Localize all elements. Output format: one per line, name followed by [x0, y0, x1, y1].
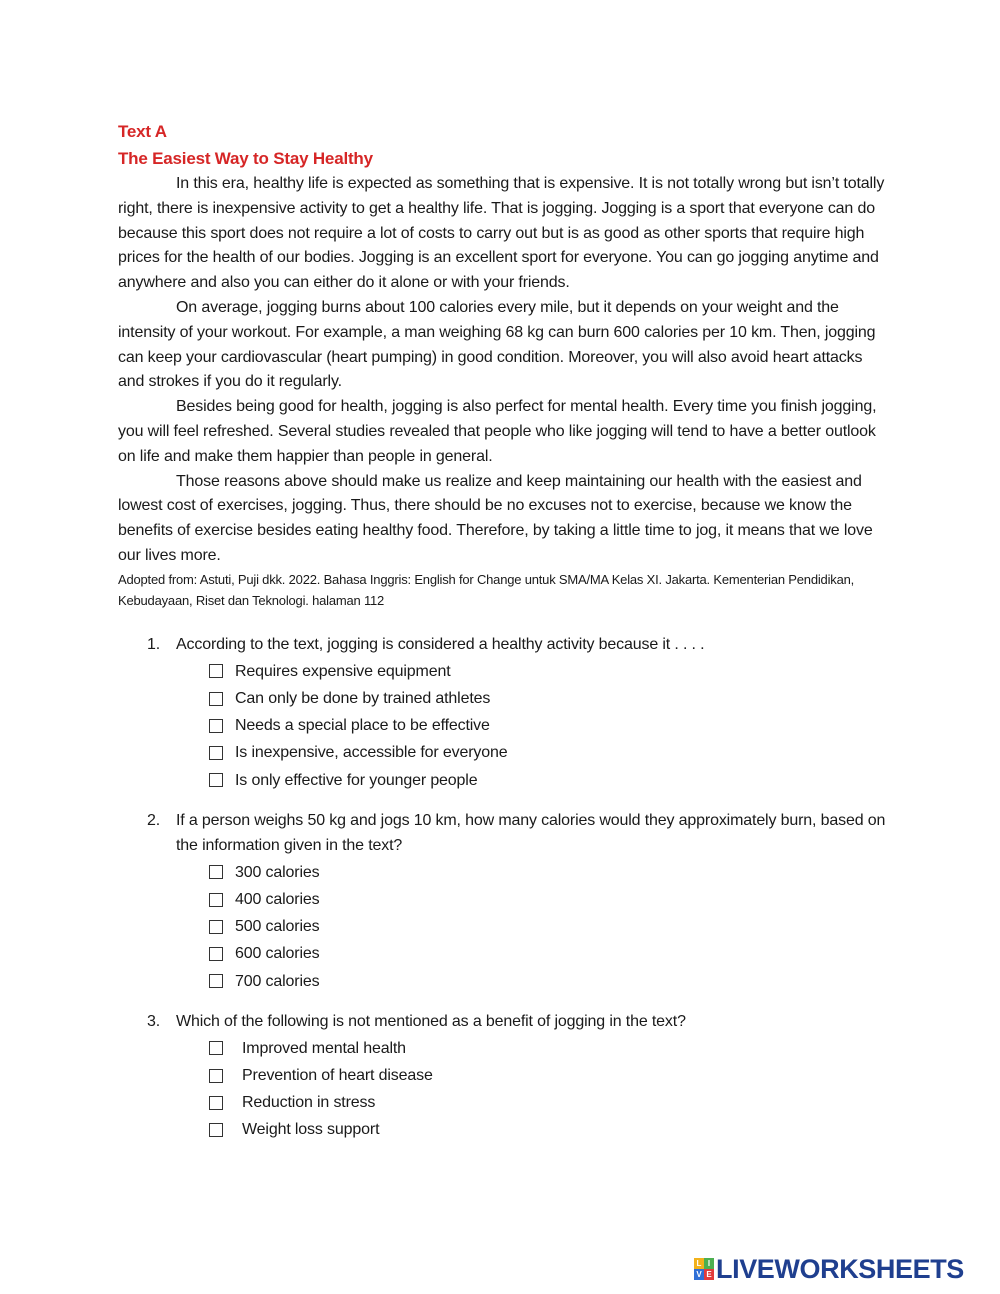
logo-mark-tile: I	[704, 1258, 714, 1269]
checkbox[interactable]	[209, 974, 223, 988]
checkbox[interactable]	[209, 664, 223, 678]
logo-mark-tile: L	[694, 1258, 704, 1269]
answer-option[interactable]	[209, 739, 888, 766]
text-label: Text A	[118, 122, 167, 141]
checkbox[interactable]	[209, 920, 223, 934]
question-number: 3.	[147, 1012, 161, 1030]
answer-option[interactable]	[209, 1035, 888, 1062]
question-number: 1.	[147, 635, 161, 653]
source-citation: Adopted from: Astuti, Puji dkk. 2022. Bahasa Inggris: English for Change untuk SMA/MA Kelas XI. Jakarta. Kementerian Pendidikan, Kebudayaan, Riset dan Teknologi. halaman 112	[118, 571, 855, 608]
option-label: Requires expensive equipment	[235, 662, 451, 680]
answer-option[interactable]	[209, 767, 888, 794]
option-label: 500 calories	[235, 918, 320, 936]
checkbox[interactable]	[209, 865, 223, 879]
checkbox[interactable]	[209, 773, 223, 787]
option-label: Improved mental health	[242, 1039, 406, 1057]
question-3	[118, 1009, 888, 1144]
logo-text: LIVEWORKSHEETS	[716, 1254, 964, 1284]
option-label: Can only be done by trained athletes	[235, 689, 491, 707]
checkbox[interactable]	[209, 1096, 223, 1110]
checkbox[interactable]	[209, 947, 223, 961]
answer-option[interactable]	[209, 685, 888, 712]
passage-paragraph-2: On average, jogging burns about 100 calories every mile, but it depends on your weight and the intensity of your workout. For example, a man weighing 68 kg can burn 600 calories per 10 km. Then, jogging can keep your cardiovascular (heart pumping) in good condition. Moreover, you will also avoid heart attacks and strokes if you do it regularly.	[118, 298, 876, 391]
logo-mark-tile: E	[704, 1269, 714, 1280]
question-1	[118, 632, 888, 794]
option-label: Prevention of heart disease	[242, 1066, 433, 1084]
answer-option[interactable]	[209, 968, 888, 995]
question-2	[118, 808, 888, 995]
answer-options	[118, 859, 888, 995]
option-label: 300 calories	[235, 863, 320, 881]
checkbox[interactable]	[209, 692, 223, 706]
option-label: Weight loss support	[242, 1121, 380, 1139]
checkbox[interactable]	[209, 1041, 223, 1055]
answer-option[interactable]	[209, 913, 888, 940]
checkbox[interactable]	[209, 746, 223, 760]
answer-option[interactable]	[209, 859, 888, 886]
checkbox[interactable]	[209, 893, 223, 907]
logo-mark-tile: V	[694, 1269, 704, 1280]
passage-paragraph-3: Besides being good for health, jogging is also perfect for mental health. Every time you finish jogging, you will feel refreshed. Several studies revealed that people who like jogging will tend to have a better outlook on life and make them happier than people in general.	[118, 398, 877, 465]
question-text: According to the text, jogging is considered a healthy activity because it . . . .	[176, 635, 705, 653]
question-text: If a person weighs 50 kg and jogs 10 km, how many calories would they approximately burn, based on the information given in the text?	[176, 811, 886, 854]
liveworksheets-logo-icon	[694, 1258, 714, 1280]
checkbox[interactable]	[209, 1123, 223, 1137]
worksheet-page	[118, 118, 888, 1158]
checkbox[interactable]	[209, 719, 223, 733]
option-label: Is only effective for younger people	[235, 771, 478, 789]
answer-option[interactable]	[209, 712, 888, 739]
passage-title: The Easiest Way to Stay Healthy	[118, 149, 373, 168]
answer-option[interactable]	[209, 886, 888, 913]
liveworksheets-logo	[694, 1254, 964, 1284]
option-label: 700 calories	[235, 972, 320, 990]
passage-paragraph-4: Those reasons above should make us realize and keep maintaining our health with the easiest and lowest cost of exercises, jogging. Thus, there should be no excuses not to exercise, because we know the benefits of exercise besides eating healthy food. Therefore, by taking a little time to jog, it means that we love our lives more.	[118, 472, 873, 564]
option-label: 600 calories	[235, 945, 320, 963]
answer-options	[118, 1035, 888, 1144]
question-text: Which of the following is not mentioned as a benefit of jogging in the text?	[176, 1012, 686, 1030]
passage-paragraph-1: In this era, healthy life is expected as something that is expensive. It is not totally wrong but isn’t totally right, there is inexpensive activity to get a healthy life. That is jogging. Jogging is a sport that everyone can do because this sport does not require a lot of costs to carry out but is as good as other sports that require high prices for the health of our bodies. Jogging is an excellent sport for everyone. You can go jogging anytime and anywhere and also you can either do it alone or with your friends.	[118, 175, 885, 292]
answer-option[interactable]	[209, 1116, 888, 1143]
question-number: 2.	[147, 811, 161, 829]
answer-option[interactable]	[209, 1089, 888, 1116]
option-label: 400 calories	[235, 890, 320, 908]
checkbox[interactable]	[209, 1069, 223, 1083]
answer-option[interactable]	[209, 1062, 888, 1089]
option-label: Reduction in stress	[242, 1094, 376, 1112]
question-list	[118, 632, 888, 1144]
answer-option[interactable]	[209, 658, 888, 685]
answer-option[interactable]	[209, 940, 888, 967]
option-label: Needs a special place to be effective	[235, 717, 490, 735]
answer-options	[118, 658, 888, 794]
option-label: Is inexpensive, accessible for everyone	[235, 744, 508, 762]
